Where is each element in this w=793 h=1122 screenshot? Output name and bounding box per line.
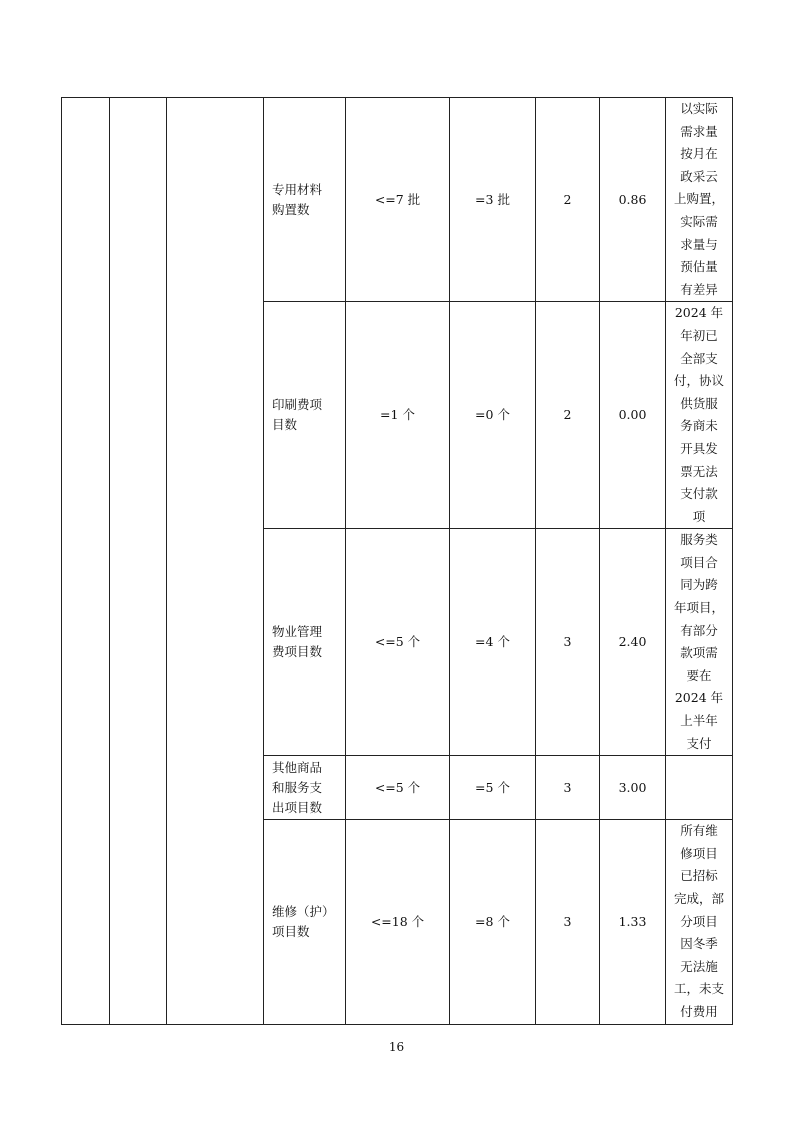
- note-cell: [666, 756, 733, 820]
- performance-table: [61, 97, 733, 1025]
- note-line: 项: [692, 508, 706, 524]
- indicator-name-cell: [264, 98, 346, 302]
- level2-indicator-cell: [110, 98, 167, 1025]
- note-line: 修项目: [680, 845, 718, 861]
- indicator-name-line: 项目数: [272, 923, 310, 939]
- page-number: 16: [388, 1040, 405, 1054]
- note-line: 年项目，: [673, 600, 724, 616]
- actual-value-cell: =3 批: [450, 98, 536, 302]
- target-value-cell: =1 个: [346, 302, 450, 529]
- indicator-name-line: 专用材料: [272, 181, 323, 197]
- note-line: 支付款: [680, 486, 718, 502]
- note-line: 以实际: [680, 101, 718, 116]
- note-cell: [666, 820, 733, 1024]
- note-line: 同为跨: [680, 577, 718, 593]
- note-line: 已招标: [680, 868, 718, 884]
- note-line: 工，未支: [673, 981, 724, 997]
- indicator-name-line: 其他商品: [272, 759, 323, 775]
- note-line: 上半年: [680, 713, 718, 729]
- note-line: 预估量: [680, 259, 718, 275]
- indicator-name-cell: [264, 756, 346, 820]
- note-line: 政采云: [680, 168, 718, 184]
- note-cell: [666, 302, 733, 529]
- actual-value-cell: =4 个: [450, 529, 536, 756]
- weight-cell: 3: [536, 820, 600, 1024]
- indicator-name-line: 物业管理: [272, 624, 323, 640]
- actual-value-cell: =5 个: [450, 756, 536, 820]
- note-line: 服务类: [680, 532, 718, 548]
- score-cell: 3.00: [600, 756, 666, 820]
- note-line: 要在: [686, 667, 712, 683]
- indicator-name-line: 和服务支: [272, 779, 323, 795]
- target-value-cell: <=18 个: [346, 820, 450, 1024]
- note-line: 项目合: [680, 554, 718, 570]
- indicator-name-line: 费项目数: [272, 644, 323, 660]
- indicator-name-line: 出项目数: [272, 799, 323, 815]
- note-line: 款项需: [680, 645, 718, 661]
- weight-cell: 2: [536, 302, 600, 529]
- actual-value-cell: =8 个: [450, 820, 536, 1024]
- note-line: 所有维: [680, 823, 718, 839]
- note-line: 2024 年: [674, 305, 724, 321]
- weight-cell: 2: [536, 98, 600, 302]
- level3-indicator-cell: [167, 98, 264, 1025]
- weight-cell: 3: [536, 756, 600, 820]
- indicator-name-line: 购置数: [272, 201, 310, 217]
- target-value-cell: <=5 个: [346, 529, 450, 756]
- performance-table-container: [61, 97, 733, 1025]
- target-value-cell: <=5 个: [346, 756, 450, 820]
- weight-cell: 3: [536, 529, 600, 756]
- note-line: 因冬季: [680, 936, 718, 952]
- note-line: 年初已: [680, 327, 718, 343]
- note-line: 全部支: [680, 350, 718, 366]
- note-line: 按月在: [680, 146, 718, 162]
- note-line: 上购置，: [673, 191, 724, 207]
- indicator-name-line: 维修（护）: [272, 903, 335, 919]
- note-cell: [666, 529, 733, 756]
- actual-value-cell: =0 个: [450, 302, 536, 529]
- note-line: 务商未: [680, 418, 718, 434]
- target-value-cell: <=7 批: [346, 98, 450, 302]
- indicator-name-cell: [264, 529, 346, 756]
- indicator-name-line: 印刷费项: [272, 397, 323, 413]
- score-cell: 1.33: [600, 820, 666, 1024]
- note-line: 需求量: [680, 123, 718, 139]
- score-cell: 2.40: [600, 529, 666, 756]
- indicator-name-cell: [264, 302, 346, 529]
- note-line: 付费用: [680, 1003, 718, 1019]
- indicator-name-line: 目数: [272, 417, 298, 433]
- note-line: 实际需: [680, 213, 718, 229]
- note-line: 求量与: [680, 236, 718, 252]
- level1-indicator-cell: [62, 98, 110, 1025]
- note-line: 分项目: [680, 913, 718, 929]
- note-cell: [666, 98, 733, 302]
- note-line: 有差异: [680, 281, 718, 297]
- note-line: 支付: [686, 735, 712, 751]
- note-line: 票无法: [680, 463, 718, 479]
- note-line: 开具发: [680, 440, 718, 456]
- score-cell: 0.86: [600, 98, 666, 302]
- note-line: 供货服: [680, 395, 718, 411]
- note-line: 2024 年: [674, 690, 724, 706]
- indicator-name-cell: [264, 820, 346, 1024]
- table-row: [62, 98, 733, 302]
- note-line: 付，协议: [673, 373, 724, 389]
- score-cell: 0.00: [600, 302, 666, 529]
- note-line: 完成，部: [673, 891, 724, 906]
- note-line: 有部分: [680, 622, 718, 638]
- note-line: 无法施: [680, 958, 718, 974]
